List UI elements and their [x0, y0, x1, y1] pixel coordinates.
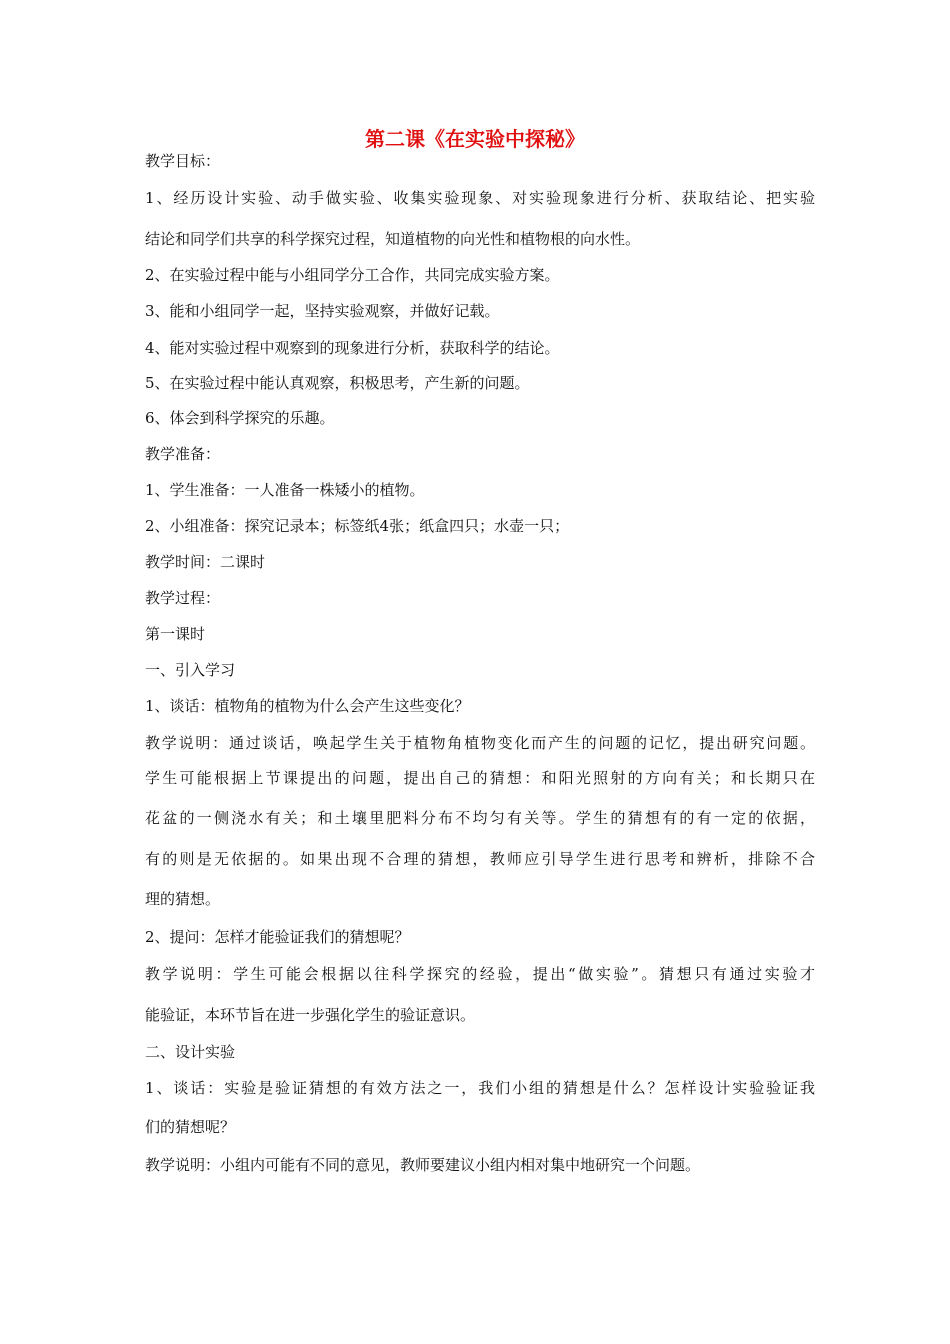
- design-talk-line-1: 1、谈话：实验是验证猜想的有效方法之一，我们小组的猜想是什么？怎样设计实验验证我: [145, 1079, 815, 1097]
- heading-preparation: 教学准备：: [145, 445, 221, 463]
- question-note-line-2: 能验证，本环节旨在进一步强化学生的验证意识。: [145, 1006, 476, 1024]
- design-note: 教学说明：小组内可能有不同的意见，教师要建议小组内相对集中地研究一个问题。: [145, 1156, 701, 1174]
- intro-talk: 1、谈话：植物角的植物为什么会产生这些变化？: [145, 697, 470, 715]
- teaching-time: 教学时间：二课时: [145, 553, 266, 571]
- objective-2: 2、在实验过程中能与小组同学分工合作，共同完成实验方案。: [145, 266, 560, 284]
- first-lesson: 第一课时: [145, 625, 206, 643]
- objective-1-line-2: 结论和同学们共享的科学探究过程，知道植物的向光性和植物根的向水性。: [145, 230, 641, 248]
- objective-5: 5、在实验过程中能认真观察，积极思考，产生新的问题。: [145, 374, 530, 392]
- heading-objectives: 教学目标：: [145, 152, 221, 170]
- question-note-line-1: 教学说明：学生可能会根据以往科学探究的经验，提出“做实验”。猜想只有通过实验才: [145, 965, 815, 983]
- section-design-experiment: 二、设计实验: [145, 1043, 236, 1061]
- intro-note-line-1: 教学说明：通过谈话，唤起学生关于植物角植物变化而产生的问题的记忆，提出研究问题。: [145, 734, 815, 752]
- intro-note-line-2: 学生可能根据上节课提出的问题，提出自己的猜想：和阳光照射的方向有关；和长期只在: [145, 769, 815, 787]
- document-title: 第二课《在实验中探秘》: [365, 127, 585, 151]
- heading-process: 教学过程：: [145, 589, 221, 607]
- question: 2、提问：怎样才能验证我们的猜想呢？: [145, 928, 410, 946]
- objective-4: 4、能对实验过程中观察到的现象进行分析，获取科学的结论。: [145, 339, 560, 357]
- intro-note-line-3: 花盆的一侧浇水有关；和土壤里肥料分布不均匀有关等。学生的猜想有的有一定的依据，: [145, 809, 815, 827]
- objective-6: 6、体会到科学探究的乐趣。: [145, 409, 335, 427]
- intro-note-line-5: 理的猜想。: [145, 890, 221, 908]
- objective-3: 3、能和小组同学一起，坚持实验观察，并做好记载。: [145, 302, 500, 320]
- design-talk-line-2: 们的猜想呢？: [145, 1118, 236, 1136]
- preparation-1: 1、学生准备：一人准备一株矮小的植物。: [145, 481, 425, 499]
- objective-1-line-1: 1、经历设计实验、动手做实验、收集实验现象、对实验现象进行分析、获取结论、把实验: [145, 189, 815, 207]
- preparation-2: 2、小组准备：探究记录本；标签纸4张；纸盒四只；水壶一只；: [145, 517, 570, 535]
- section-introduction: 一、引入学习: [145, 661, 236, 679]
- intro-note-line-4: 有的则是无依据的。如果出现不合理的猜想，教师应引导学生进行思考和辨析，排除不合: [145, 850, 815, 868]
